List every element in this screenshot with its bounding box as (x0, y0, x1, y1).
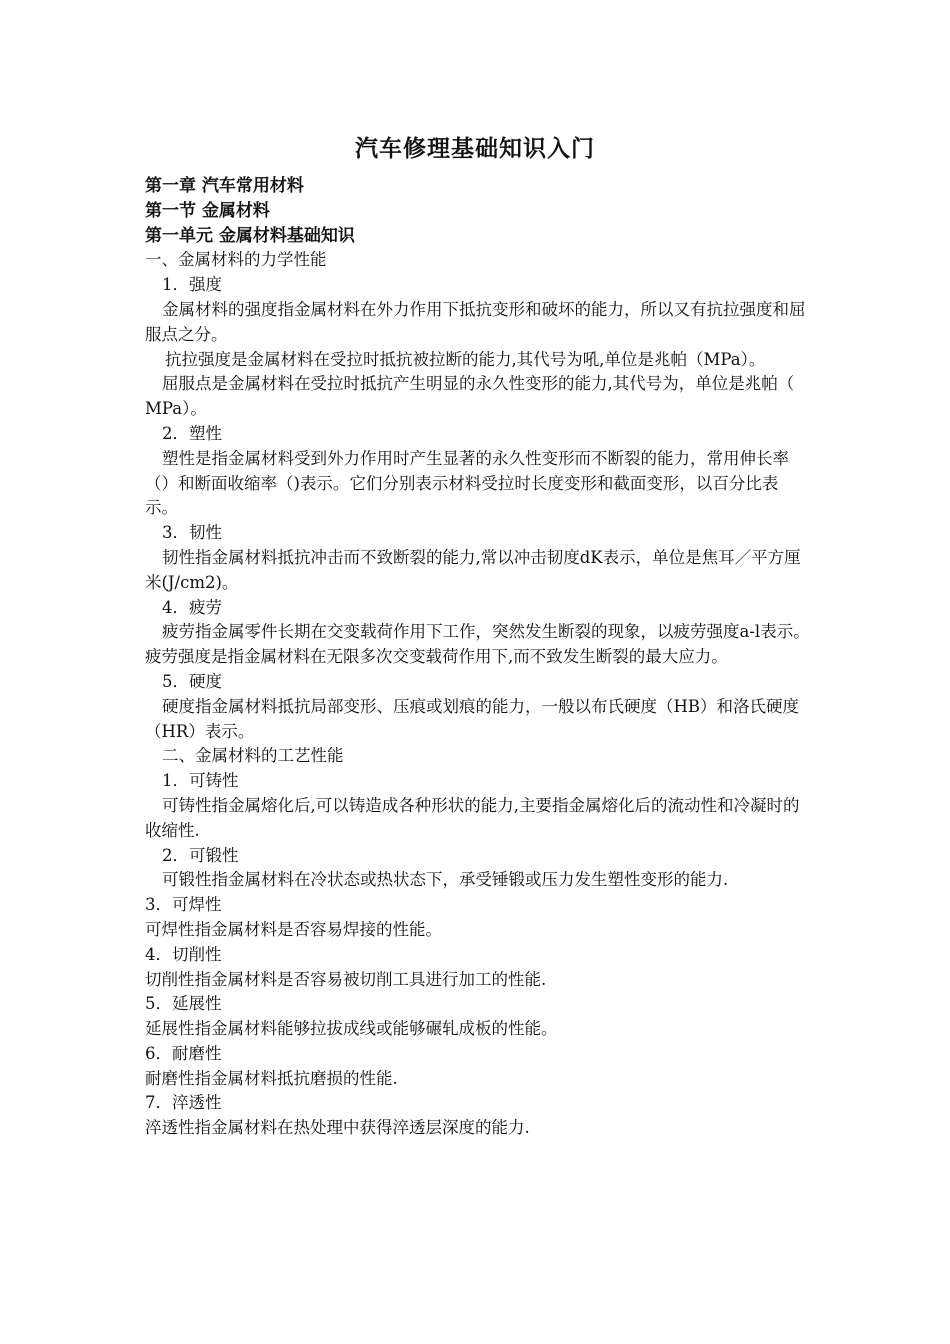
wear-title: 6．耐磨性 (145, 1043, 222, 1063)
wear-paragraph: 耐磨性指金属材料抵抗磨损的性能. (145, 1068, 398, 1088)
section-heading: 第一节 金属材料 (145, 200, 270, 221)
machinability-title: 4．切削性 (145, 944, 222, 964)
document-title: 汽车修理基础知识入门 (355, 136, 595, 162)
ductility-paragraph: 延展性指金属材料能够拉拔成线或能够碾轧成板的性能。 (145, 1019, 558, 1039)
hardness-title: 5．硬度 (162, 671, 222, 691)
machinability-paragraph: 切削性指金属材料是否容易被切削工具进行加工的性能. (145, 969, 547, 989)
weldability-paragraph: 可焊性指金属材料是否容易焊接的性能。 (145, 919, 442, 939)
tensile-paragraph: 抗拉强度是金属材料在受拉时抵抗被拉断的能力,其代号为吼,单位是兆帕（MPa）。 (165, 349, 766, 369)
castability-title: 1．可铸性 (162, 771, 239, 791)
hardenability-title: 7．淬透性 (145, 1093, 222, 1113)
toughness-title: 3．韧性 (162, 523, 222, 543)
chapter-heading: 第一章 汽车常用材料 (145, 176, 304, 196)
weldability-title: 3．可焊性 (145, 895, 222, 915)
forgeability-title: 2．可锻性 (162, 845, 239, 865)
ductility-title: 5．延展性 (145, 994, 222, 1014)
castability-paragraph: 可铸性指金属熔化后,可以铸造成各种形状的能力,主要指金属熔化后的流动性和冷凝时的收缩性. (145, 795, 800, 840)
part2-heading: 二、金属材料的工艺性能 (162, 746, 344, 766)
hardness-paragraph: 硬度指金属材料抵抗局部变形、压痕或划痕的能力，一般以布氏硬度（HB）和洛氏硬度（HR）表示。 (145, 696, 800, 741)
hardenability-paragraph: 淬透性指金属材料在热处理中获得淬透层深度的能力. (145, 1118, 530, 1138)
unit-heading: 第一单元 金属材料基础知识 (145, 225, 355, 246)
part1-heading: 一、金属材料的力学性能 (145, 250, 327, 270)
strength-title: 1．强度 (162, 275, 222, 295)
toughness-paragraph: 韧性指金属材料抵抗冲击而不致断裂的能力,常以冲击韧度dK表示，单位是焦耳／平方厘米(J/cm2)。 (145, 547, 801, 592)
fatigue-title: 4．疲劳 (162, 597, 222, 617)
fatigue-paragraph: 疲劳指金属零件长期在交变载荷作用下工作，突然发生断裂的现象，以疲劳强度a-l表示。疲劳强度是指金属材料在无限多次交变载荷作用下,而不致发生断裂的最大应力。 (145, 622, 810, 667)
strength-paragraph: 金属材料的强度指金属材料在外力作用下抵抗变形和破坏的能力，所以又有抗拉强度和屈服点之分。 (145, 299, 806, 344)
forgeability-paragraph: 可锻性指金属材料在冷状态或热状态下，承受锤锻或压力发生塑性变形的能力. (162, 870, 729, 890)
plasticity-paragraph: 塑性是指金属材料受到外力作用时产生显著的永久性变形而不断裂的能力，常用伸长率（）和断面收缩率（)表示。它们分别表示材料受拉时长度变形和截面变形，以百分比表示。 (145, 448, 789, 518)
document-body (145, 174, 810, 1141)
yield-paragraph: 屈服点是金属材料在受拉时抵抗产生明显的永久性变形的能力,其代号为，单位是兆帕（ MPa）。 (145, 374, 795, 419)
plasticity-title: 2．塑性 (162, 423, 222, 443)
